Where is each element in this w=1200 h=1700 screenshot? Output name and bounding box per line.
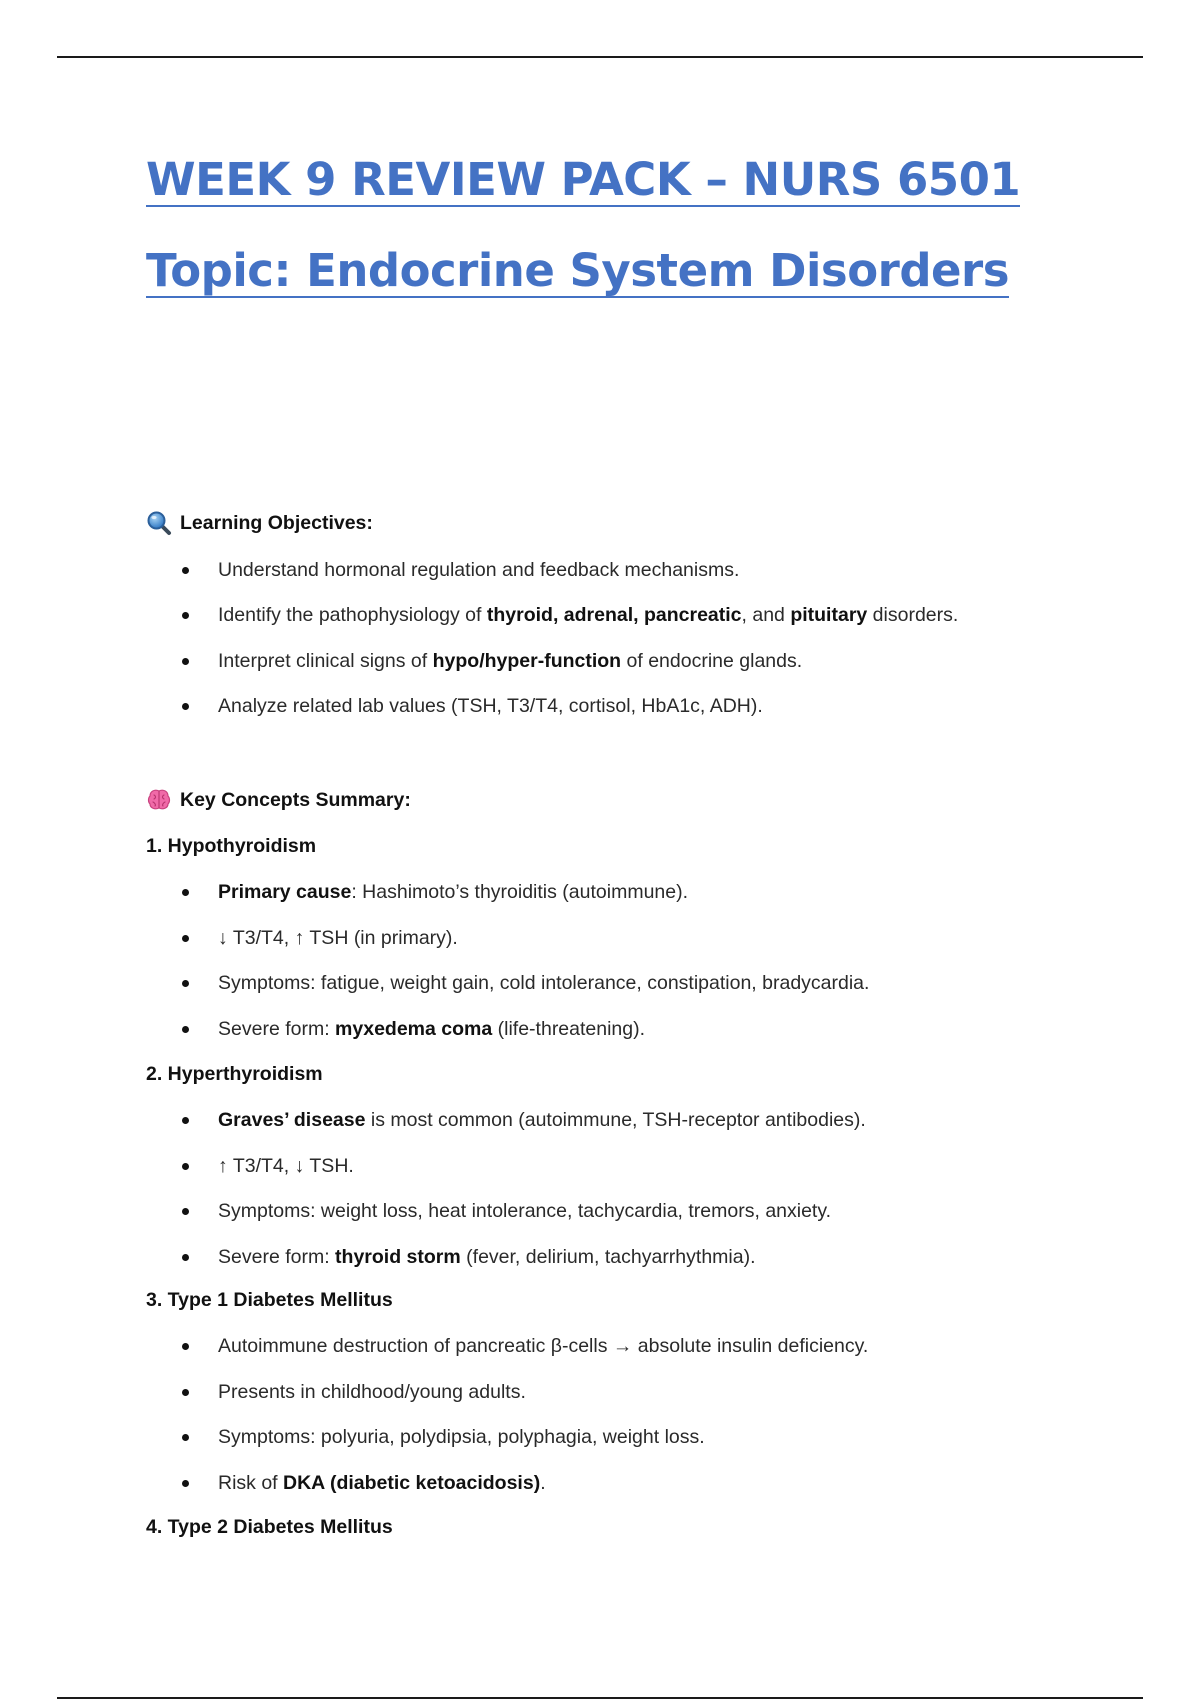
text-run: Symptoms: polyuria, polydipsia, polyphagia, weight loss. — [218, 1426, 705, 1448]
bullet-dot — [182, 612, 189, 619]
text-run: Severe form: — [218, 1246, 336, 1268]
text-run: Interpret clinical signs of — [218, 650, 433, 672]
text-run: Severe form: — [218, 1018, 336, 1040]
list-item-text — [218, 1199, 831, 1223]
text-run: of endocrine glands. — [621, 650, 803, 672]
bullet-dot — [182, 1480, 189, 1487]
bullet-dot — [182, 1026, 189, 1033]
bullet-dot — [182, 889, 189, 896]
list-item-text — [218, 1471, 546, 1495]
bold-text: Primary cause — [218, 881, 352, 903]
list-item-text — [218, 971, 869, 995]
bullet-dot — [182, 1208, 189, 1215]
topic-title: Topic: Endocrine System Disorders — [146, 244, 1010, 297]
learning-objectives-label: Learning Objectives: — [180, 511, 373, 534]
bullet-dot — [182, 658, 189, 665]
learning-objectives-heading — [146, 510, 373, 536]
list-item-text — [218, 926, 458, 950]
text-run: ↑ T3/T4, ↓ TSH. — [218, 1155, 354, 1177]
list-item-text — [218, 1017, 645, 1041]
text-run: Risk of — [218, 1472, 284, 1494]
section-heading: 1. Hypothyroidism — [146, 835, 317, 857]
bullet-dot — [182, 1434, 189, 1441]
text-run: Analyze related lab values (TSH, T3/T4, cortisol, HbA1c, ADH). — [218, 695, 763, 717]
text-run: Symptoms: fatigue, weight gain, cold intolerance, constipation, bradycardia. — [218, 972, 870, 994]
list-item-text — [218, 1334, 868, 1358]
bold-text: thyroid, adrenal, pancreatic — [486, 604, 742, 626]
text-run: (life-threatening). — [492, 1018, 646, 1040]
text-run: Autoimmune destruction of pancreatic β-cells → absolute insulin deficiency. — [218, 1335, 869, 1357]
bullet-dot — [182, 703, 189, 710]
bold-text: DKA (diabetic ketoacidosis) — [283, 1472, 541, 1494]
list-item-text — [218, 1425, 705, 1449]
list-item-text — [218, 880, 688, 904]
text-run: Understand hormonal regulation and feedback mechanisms. — [218, 559, 740, 581]
text-run: disorders. — [867, 604, 959, 626]
bullet-dot — [182, 1254, 189, 1261]
key-concepts-heading — [146, 787, 411, 813]
bold-text: myxedema coma — [335, 1018, 493, 1040]
list-item-text — [218, 1154, 354, 1178]
bold-text: Graves’ disease — [218, 1109, 366, 1131]
bold-text: thyroid storm — [335, 1246, 461, 1268]
section-heading: 3. Type 1 Diabetes Mellitus — [146, 1289, 393, 1311]
text-run: Symptoms: weight loss, heat intolerance, tachycardia, tremors, anxiety. — [218, 1200, 832, 1222]
bullet-dot — [182, 1117, 189, 1124]
list-item-text — [218, 694, 763, 718]
text-run: (fever, delirium, tachyarrhythmia). — [460, 1246, 756, 1268]
text-run: Presents in childhood/young adults. — [218, 1381, 526, 1403]
bold-text: pituitary — [790, 604, 868, 626]
bullet-dot — [182, 1343, 189, 1350]
text-run: , and — [741, 604, 791, 626]
key-concepts-label: Key Concepts Summary: — [180, 788, 411, 811]
bullet-dot — [182, 567, 189, 574]
list-item-text — [218, 1108, 866, 1132]
bullet-dot — [182, 935, 189, 942]
list-item-text — [218, 1245, 756, 1269]
bold-text: hypo/hyper-function — [432, 650, 622, 672]
bullet-dot — [182, 980, 189, 987]
list-item-text — [218, 558, 739, 582]
bullet-dot — [182, 1163, 189, 1170]
list-item-text — [218, 1380, 526, 1404]
section-heading: 2. Hyperthyroidism — [146, 1063, 323, 1085]
text-run: : Hashimoto’s thyroiditis (autoimmune). — [351, 881, 689, 903]
top-rule — [57, 56, 1143, 58]
bottom-rule — [57, 1697, 1143, 1699]
text-run: Identify the pathophysiology of — [218, 604, 487, 626]
brain-icon — [146, 787, 172, 813]
magnifier-icon — [146, 510, 172, 536]
list-item-text — [218, 649, 802, 673]
list-item-text — [218, 603, 958, 627]
text-run: ↓ T3/T4, ↑ TSH (in primary). — [218, 927, 458, 949]
document-title: WEEK 9 REVIEW PACK – NURS 6501 — [146, 153, 1021, 206]
bullet-dot — [182, 1389, 189, 1396]
text-run: . — [540, 1472, 546, 1494]
text-run: is most common (autoimmune, TSH-receptor antibodies). — [365, 1109, 866, 1131]
section-heading: 4. Type 2 Diabetes Mellitus — [146, 1516, 393, 1538]
